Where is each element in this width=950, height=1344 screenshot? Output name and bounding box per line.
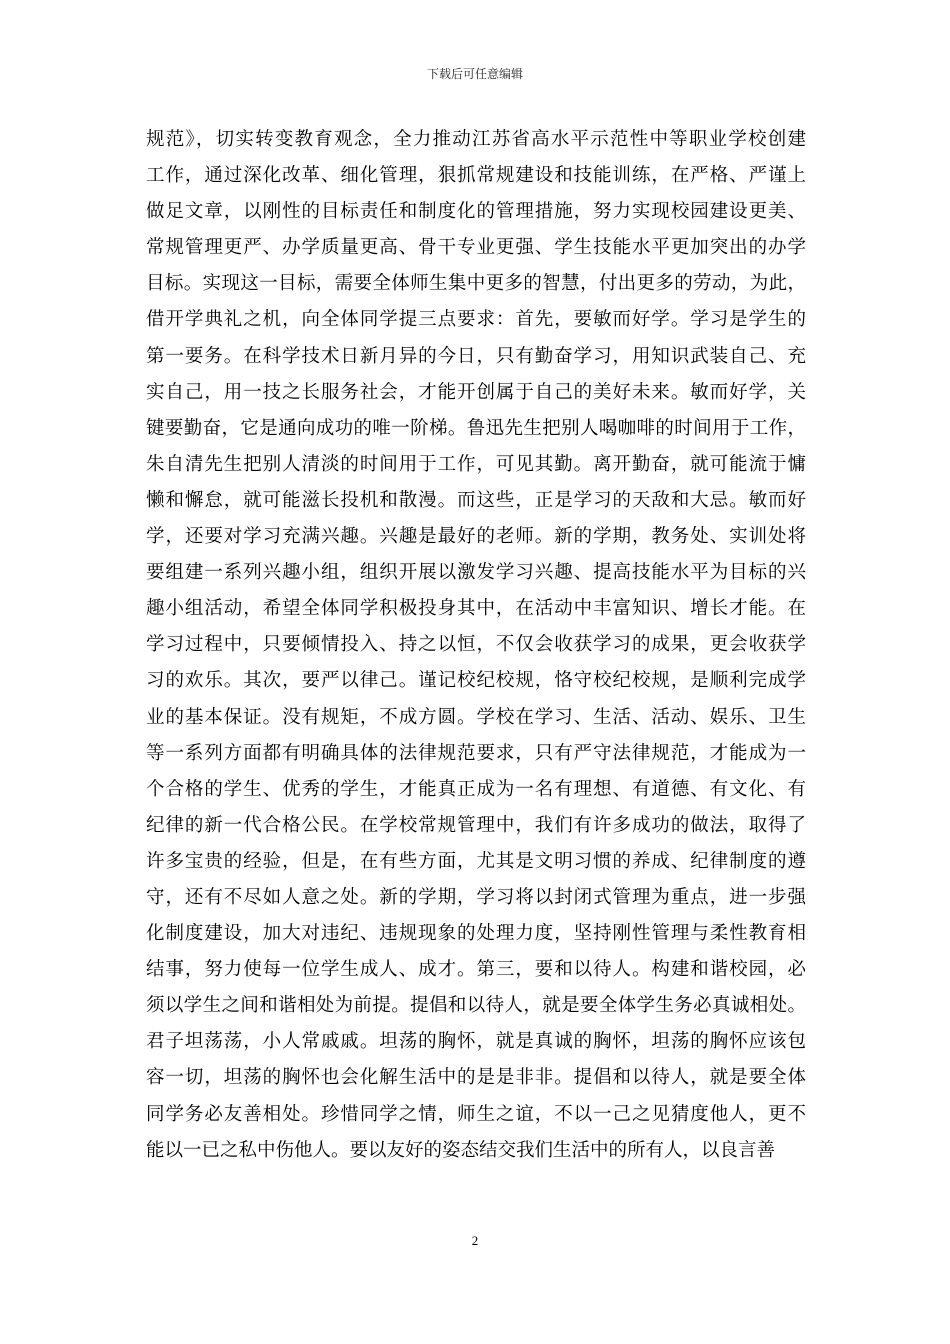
text-line: 许多宝贵的经验，但是，在有些方面，尤其是文明习惯的养成、纪律制度的遵: [146, 850, 806, 872]
text-line: 个合格的学生、优秀的学生，才能真正成为一名有理想、有道德、有文化、有: [146, 778, 806, 800]
text-line: 做足文章，以刚性的目标责任和制度化的管理措施，努力实现校园建设更美、: [146, 201, 806, 223]
text-line: 学，还要对学习充满兴趣。兴趣是最好的老师。新的学期，教务处、实训处将: [146, 526, 806, 548]
text-line: 结事，努力使每一位学生成人、成才。第三，要和以待人。构建和谐校园，必: [146, 959, 806, 981]
text-line: 借开学典礼之机，向全体同学提三点要求：首先，要敏而好学。学习是学生的: [146, 309, 806, 331]
text-line: 君子坦荡荡，小人常戚戚。坦荡的胸怀，就是真诚的胸怀，坦荡的胸怀应该包: [146, 1031, 806, 1053]
text-line: 懒和懈怠，就可能滋长投机和散漫。而这些，正是学习的天敌和大忌。敏而好: [146, 489, 806, 511]
text-line: 容一切，坦荡的胸怀也会化解生活中的是是非非。提倡和以待人，就是要全体: [146, 1067, 806, 1089]
page-header: 下载后可任意编辑: [426, 67, 523, 81]
text-line: 趣小组活动，希望全体同学积极投身其中，在活动中丰富知识、增长才能。在: [146, 598, 806, 620]
body-text: [146, 122, 806, 1169]
text-line: 工作，通过深化改革、细化管理，狠抓常规建设和技能训练，在严格、严谨上: [146, 165, 806, 187]
text-line: 目标。实现这一目标，需要全体师生集中更多的智慧，付出更多的劳动，为此，: [146, 273, 806, 295]
text-line: 朱自清先生把别人清淡的时间用于工作，可见其勤。离开勤奋，就可能流于慵: [146, 453, 806, 475]
text-line: 学习过程中，只要倾情投入、持之以恒，不仅会收获学习的成果，更会收获学: [146, 634, 806, 656]
text-line: 守，还有不尽如人意之处。新的学期，学习将以封闭式管理为重点，进一步强: [146, 886, 806, 908]
text-line: 能以一已之私中伤他人。要以友好的姿态结交我们生活中的所有人，以良言善: [146, 1139, 776, 1161]
text-line: 纪律的新一代合格公民。在学校常规管理中，我们有许多成功的做法，取得了: [146, 814, 806, 836]
text-line: 习的欢乐。其次，要严以律己。谨记校纪校规，恪守校纪校规，是顺利完成学: [146, 670, 806, 692]
text-line: 实自己，用一技之长服务社会，才能开创属于自己的美好未来。敏而好学，关: [146, 381, 806, 403]
text-line: 化制度建设，加大对违纪、违规现象的处理力度，坚持刚性管理与柔性教育相: [146, 923, 806, 945]
text-line: 同学务必友善相处。珍惜同学之情，师生之谊，不以一己之见猜度他人，更不: [146, 1103, 806, 1125]
text-line: 第一要务。在科学技术日新月异的今日，只有勤奋学习，用知识武装自己、充: [146, 345, 806, 367]
text-line: 须以学生之间和谐相处为前提。提倡和以待人，就是要全体学生务必真诚相处。: [146, 995, 806, 1017]
text-line: 规范》，切实转变教育观念，全力推动江苏省高水平示范性中等职业学校创建: [146, 129, 806, 150]
text-line: 常规管理更严、办学质量更高、骨干专业更强、学生技能水平更加突出的办学: [146, 237, 806, 259]
text-line: 键要勤奋，它是通向成功的唯一阶梯。鲁迅先生把别人喝咖啡的时间用于工作，: [146, 417, 806, 439]
text-line: 业的基本保证。没有规矩，不成方圆。学校在学习、生活、活动、娱乐、卫生: [146, 706, 806, 728]
text-line: 要组建一系列兴趣小组，组织开展以激发学习兴趣、提高技能水平为目标的兴: [146, 562, 806, 584]
page-number: 2: [471, 1233, 479, 1248]
text-line: 等一系列方面都有明确具体的法律规范要求，只有严守法律规范，才能成为一: [146, 742, 806, 764]
